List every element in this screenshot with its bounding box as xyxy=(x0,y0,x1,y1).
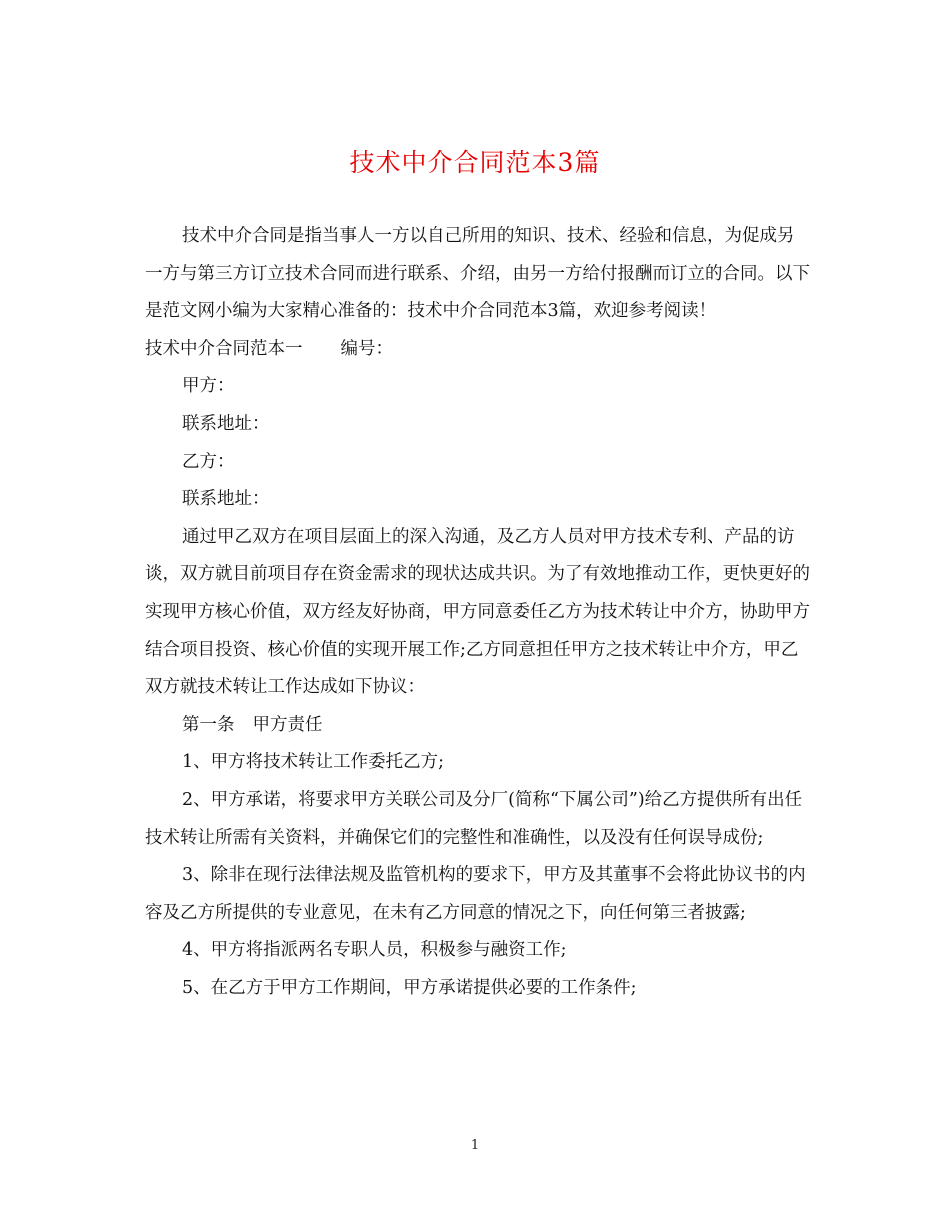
article-title: 甲方责任 xyxy=(252,714,323,735)
clause-item: 3、除非在现行法律法规及监管机构的要求下，甲方及其董事不会将此协议书的内容及乙方所提供的专业意见，在未有乙方同意的情况之下，向任何第三者披露; xyxy=(145,865,806,923)
clause-item: 4、甲方将指派两名专职人员，积极参与融资工作; xyxy=(182,940,567,961)
party-a-line: 甲方： xyxy=(182,376,235,397)
clause-item: 2、甲方承诺，将要求甲方关联公司及分厂(简称“下属公司”)给乙方提供所有出任技术转让所需有关资料，并确保它们的完整性和准确性，以及没有任何误导成份; xyxy=(145,789,803,848)
page-number: 1 xyxy=(470,1138,480,1153)
number-label: 编号： xyxy=(340,338,393,359)
document-title: 技术中介合同范本3篇 xyxy=(349,148,601,177)
preamble-paragraph: 通过甲乙双方在项目层面上的深入沟通，及乙方人员对甲方技术专利、产品的访谈，双方就目前项目存在资金需求的现状达成共识。为了有效地推动工作，更快更好的实现甲方核心价值，双方经友好协商，甲方同意委任乙方为技术转让中介方，协助甲方结合项目投资、核心价值的实现开展工作;乙方同意担任甲方之技术转让中介方，甲乙双方就技术转让工作达成如下协议： xyxy=(145,526,810,698)
section-heading-line xyxy=(145,331,810,369)
clause-item: 5、在乙方于甲方工作期间，甲方承诺提供必要的工作条件; xyxy=(182,977,637,998)
article-number: 第一条 xyxy=(182,714,235,735)
article-heading xyxy=(145,707,810,745)
clause-item: 1、甲方将技术转让工作委托乙方; xyxy=(182,752,445,773)
intro-paragraph: 技术中介合同是指当事人一方以自己所用的知识、技术、经验和信息，为促成另一方与第三方订立技术合同而进行联系、介绍，由另一方给付报酬而订立的合同。以下是范文网小编为大家精心准备的：技术中介合同范本3篇，欢迎参考阅读！ xyxy=(145,226,810,322)
section-heading: 技术中介合同范本一 xyxy=(145,338,303,359)
party-a-address-line: 联系地址： xyxy=(182,413,270,434)
document-body xyxy=(145,218,810,1007)
party-b-line: 乙方： xyxy=(182,451,235,472)
party-b-address-line: 联系地址： xyxy=(182,489,270,510)
